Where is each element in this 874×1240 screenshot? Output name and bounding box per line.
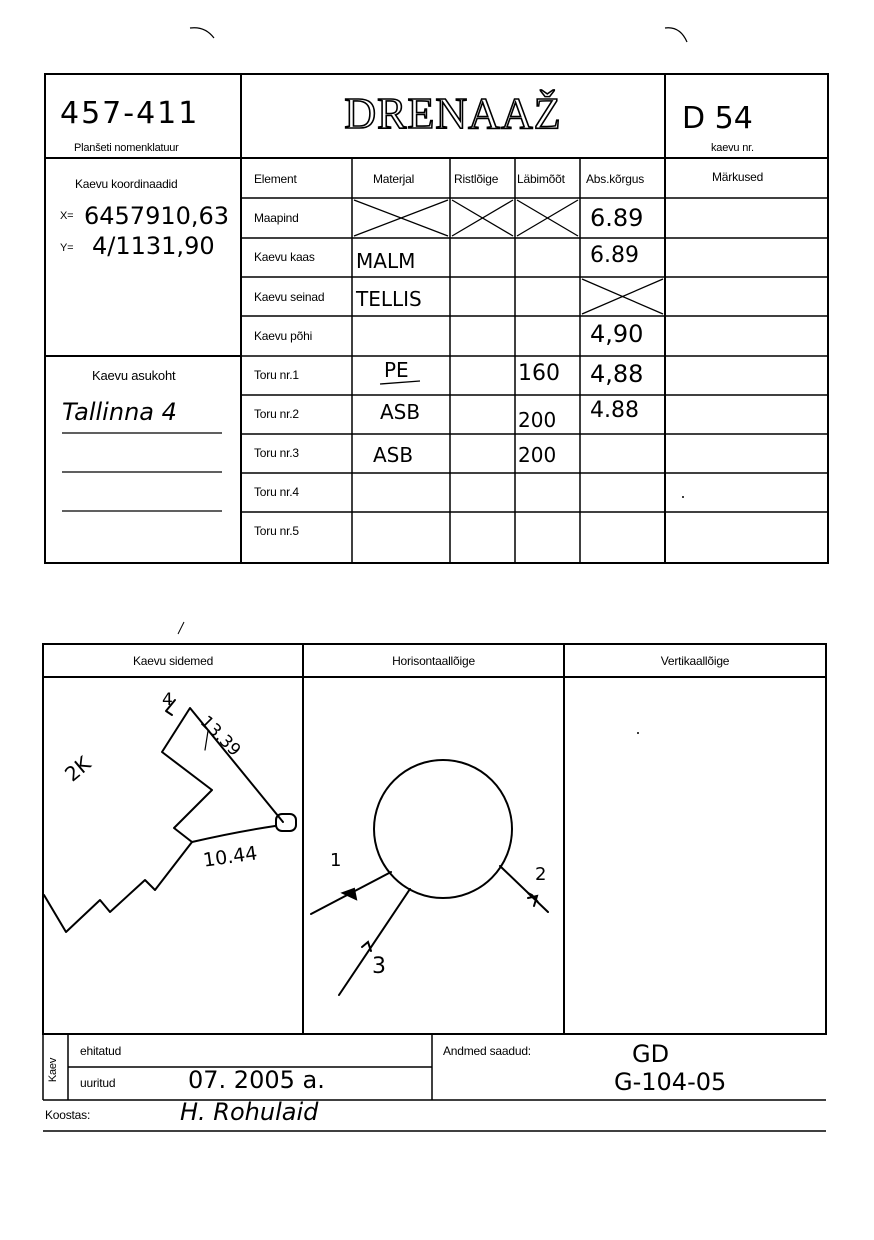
col-header-cross: Ristlõige: [454, 172, 499, 186]
col-header-elevation: Abs.kõrgus: [586, 172, 645, 186]
location-label: Kaevu asukoht: [92, 368, 176, 383]
elevation-cell: 4.88: [590, 398, 639, 423]
elevation-cell: 6.89: [590, 204, 644, 232]
table-row-label: Toru nr.1: [254, 368, 299, 382]
data-source-label: Andmed saadud:: [443, 1044, 531, 1058]
col-header-notes: Märkused: [712, 170, 764, 184]
table-row-label: Toru nr.5: [254, 524, 299, 538]
diameter-cell: 200: [518, 443, 557, 467]
elevation-cell: 4,90: [590, 320, 644, 348]
x-prefix: X=: [60, 210, 74, 222]
compiled-by: H. Rohulaid: [180, 1098, 319, 1126]
material-cell: TELLIS: [356, 287, 422, 311]
data-source-number: G-104-05: [614, 1068, 727, 1096]
material-cell: ASB: [380, 400, 421, 424]
coordinates-label: Kaevu koordinaadid: [75, 177, 178, 191]
surveyed-label: uuritud: [80, 1076, 116, 1090]
well-number: D 54: [682, 101, 753, 136]
pipe-1-label: 1: [330, 850, 342, 871]
material-cell: ASB: [373, 443, 414, 467]
location-value: Tallinna 4: [62, 398, 177, 426]
pipe-2-label: 2: [535, 864, 547, 885]
col-header-material: Materjal: [373, 172, 415, 186]
x-coordinate: 6457910,63: [84, 202, 230, 230]
elevation-cell: 6.89: [590, 243, 639, 268]
table-row-label: Toru nr.2: [254, 407, 299, 421]
sheet-label: Planšeti nomenklatuur: [74, 142, 179, 154]
well-vertical-label: Kaev: [47, 1057, 59, 1083]
col-header-diameter: Läbimõõt: [517, 172, 565, 186]
material-cell: PE: [384, 358, 409, 382]
built-label: ehitatud: [80, 1044, 122, 1058]
surveyed-date: 07. 2005 a.: [188, 1066, 325, 1094]
table-row-label: Toru nr.3: [254, 446, 299, 460]
y-prefix: Y=: [60, 242, 74, 254]
table-row-label: Kaevu kaas: [254, 250, 315, 264]
building-label: 2K: [60, 751, 96, 787]
table-row-label: Toru nr.4: [254, 485, 299, 499]
section-vertical-label: Vertikaallõige: [660, 654, 730, 668]
diameter-cell: 200: [518, 408, 557, 432]
distance-bottom: 10.44: [201, 842, 259, 872]
pipe-3-label: 3: [372, 954, 386, 979]
section-ties-label: Kaevu sidemed: [132, 654, 214, 668]
table-row-label: Kaevu põhi: [254, 329, 313, 343]
material-cell: MALM: [356, 249, 416, 273]
elevation-cell: 4,88: [590, 360, 644, 388]
diameter-cell: 160: [518, 361, 560, 386]
section-horizontal-label: Horisontaallõige: [392, 654, 475, 668]
well-label: kaevu nr.: [711, 142, 754, 154]
page-title: DRENAAŽ: [344, 89, 562, 138]
distance-top: 13.39: [195, 712, 245, 761]
compiled-label: Koostas:: [45, 1108, 91, 1122]
col-header-element: Element: [254, 172, 297, 186]
table-row-label: Maapind: [254, 211, 299, 225]
data-source-code: GD: [632, 1040, 670, 1068]
corner-label: 4: [162, 690, 173, 710]
sheet-number: 457-411: [60, 96, 200, 131]
y-coordinate: 4/1131,90: [92, 232, 215, 260]
table-row-label: Kaevu seinad: [254, 290, 325, 304]
